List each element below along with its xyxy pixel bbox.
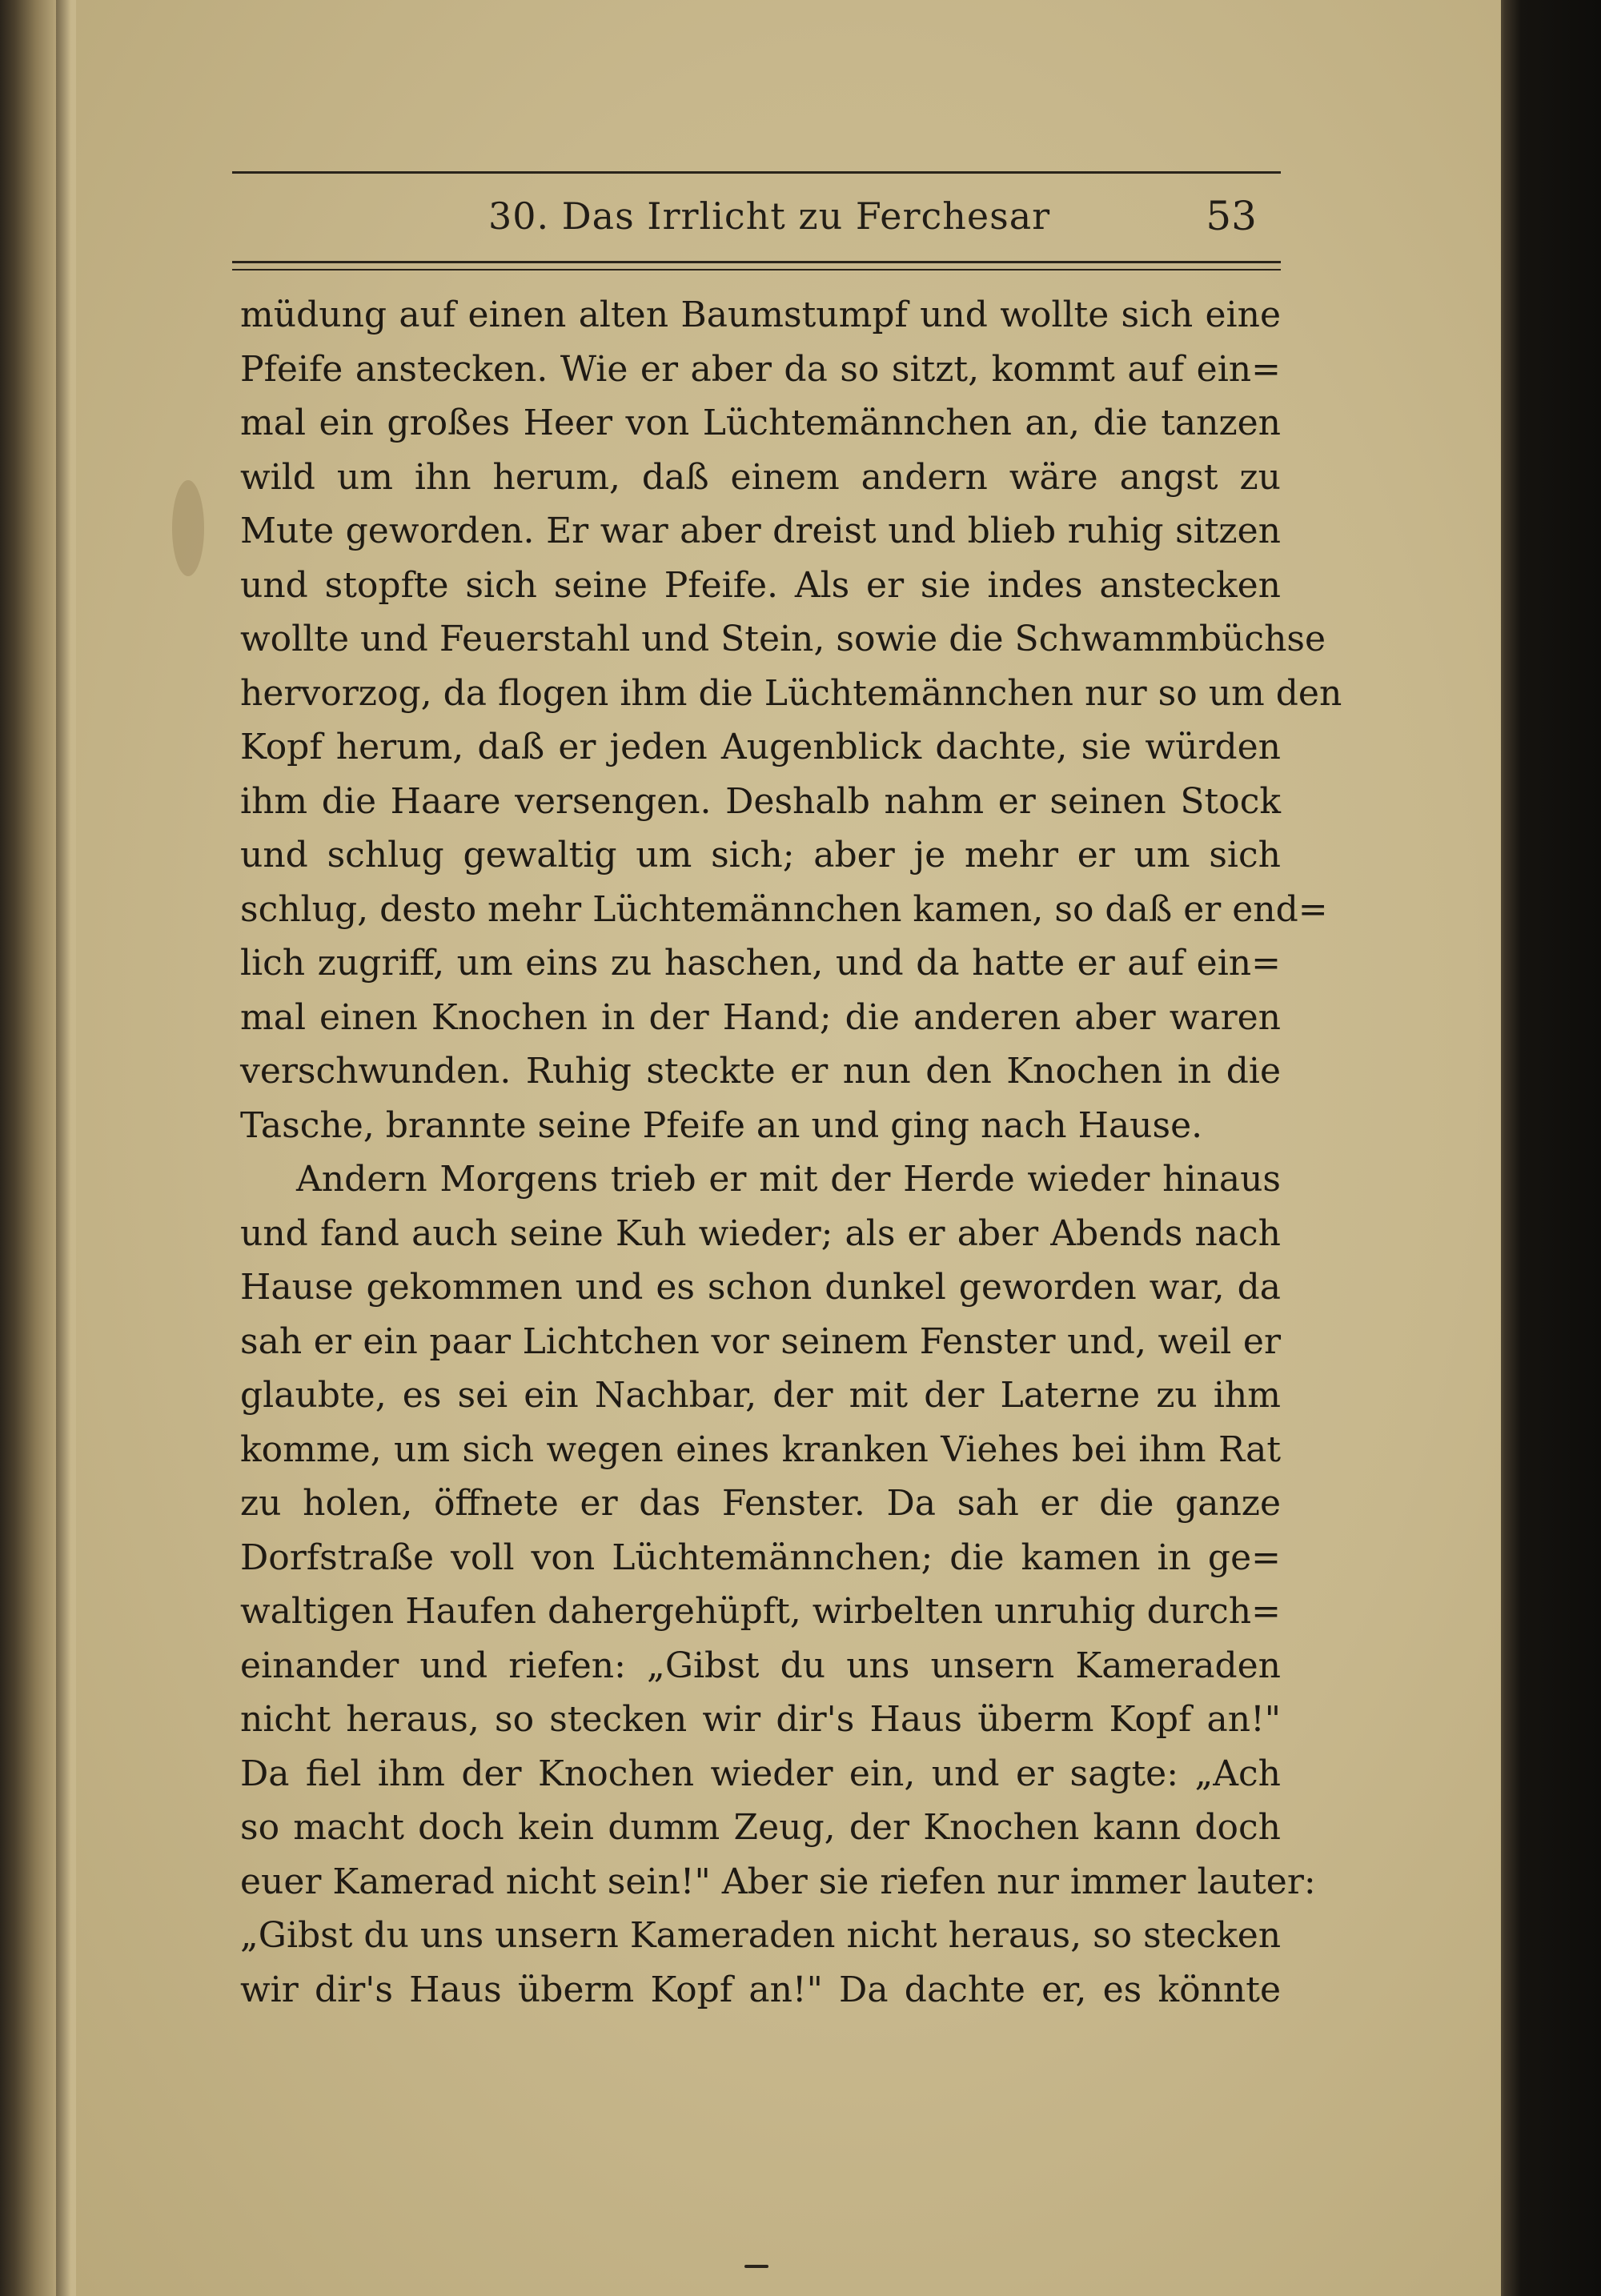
text-line: Dorfstraße voll von Lüchtemännchen; die kamen in ge= [240,1537,1281,1578]
text-line: euer Kamerad nicht sein!" Aber sie riefen nur immer lauter: [240,1861,1316,1902]
text-line: mal ein großes Heer von Lüchtemännchen an, die tanzen [240,403,1281,443]
text-line: sah er ein paar Lichtchen vor seinem Fenster und, weil er [240,1320,1281,1362]
text-line: Hause gekommen und es schon dunkel geworden war, da [240,1267,1281,1308]
text-line: waltigen Haufen dahergehüpft, wirbelten unruhig durch= [240,1591,1281,1632]
text-line: zu holen, öffnete er das Fenster. Da sah er die ganze [240,1483,1281,1524]
running-title: 30. Das Irrlicht zu Ferchesar [488,194,1051,238]
book-fold-shadow [56,0,70,2296]
running-header [232,184,1281,248]
text-line: lich zugriff, um eins zu haschen, und da hatte er auf ein= [240,943,1281,984]
text-line: ihm die Haare versengen. Deshalb nahm er seinen Stock [240,780,1281,822]
footer-mark [744,2265,768,2268]
text-line: mal einen Knochen in der Hand; die anderen aber waren [240,996,1281,1038]
text-line: nicht heraus, so stecken wir dir's Haus überm Kopf an!" [240,1699,1281,1740]
text-line: Kopf herum, daß er jeden Augenblick dachte, sie würden [240,727,1281,767]
text-line: und stopfte sich seine Pfeife. Als er sie indes anstecken [240,564,1281,606]
text-line: Andern Morgens trieb er mit der Herde wieder hinaus [296,1159,1281,1200]
text-line: verschwunden. Ruhig steckte er nun den Knochen in die [240,1051,1281,1092]
text-line: schlug, desto mehr Lüchtemännchen kamen, so daß er end= [240,888,1328,930]
text-line: so macht doch kein dumm Zeug, der Knochen kann doch [240,1807,1281,1848]
header-rule-bottom-thin [232,269,1281,270]
header-rule-top [232,171,1281,174]
text-line: Da fiel ihm der Knochen wieder ein, und er sagte: „Ach [240,1753,1281,1794]
text-line: wir dir's Haus überm Kopf an!" Da dachte er, es könnte [240,1969,1281,2010]
text-line: „Gibst du uns unsern Kameraden nicht heraus, so stecken [240,1915,1282,1956]
text-line: hervorzog, da flogen ihm die Lüchtemännchen nur so um den [240,672,1342,714]
header-rule-bottom [232,261,1281,263]
body-text [240,288,1342,2017]
text-line: Mute geworden. Er war aber dreist und blieb ruhig sitzen [240,511,1281,551]
text-line: glaubte, es sei ein Nachbar, der mit der Laterne zu ihm [240,1375,1281,1416]
text-line: und schlug gewaltig um sich; aber je mehr er um sich [240,835,1281,876]
page-number: 53 [1206,193,1257,239]
text-line: wollte und Feuerstahl und Stein, sowie die Schwammbüchse [240,619,1326,659]
text-line: müdung auf einen alten Baumstumpf und wollte sich eine [240,295,1281,335]
paper-stain [172,480,204,576]
text-line: komme, um sich wegen eines kranken Viehes bei ihm Rat [240,1428,1281,1470]
text-line: Pfeife anstecken. Wie er aber da so sitzt, kommt auf ein= [240,348,1281,390]
text-line: einander und riefen: „Gibst du uns unsern Kameraden [240,1645,1281,1686]
text-line: wild um ihn herum, daß einem andern wäre angst zu [240,456,1281,498]
text-line: und fand auch seine Kuh wieder; als er aber Abends nach [240,1212,1281,1254]
text-line: Tasche, brannte seine Pfeife an und ging nach Hause. [240,1104,1203,1146]
